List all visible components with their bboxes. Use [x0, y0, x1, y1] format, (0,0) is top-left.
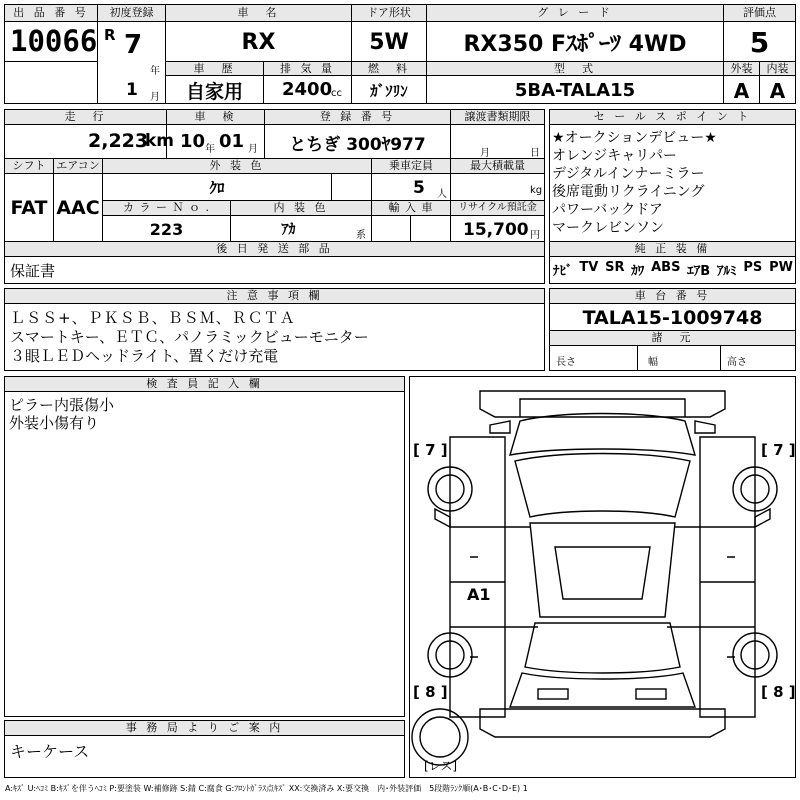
fuel: ｶﾞｿﾘﾝ [370, 82, 408, 100]
listing-number: 10066 [10, 24, 98, 58]
later-parts: 保証書 [10, 262, 56, 280]
interior-grade: A [769, 78, 786, 103]
door-label: ドア形状 [352, 5, 426, 22]
legend: A:ｷｽﾞ U:ﾍｺﾐ B:ｷｽﾞを伴うﾍｺﾐ P:要塗装 W:補修跡 S:錆 C:腐食 G:ﾌﾛﾝﾄｶﾞﾗｽ点ｷｽﾞ XX:交換済み X:要交換 内･外装評価 5段階ﾗﾝｸ順(A･B･C･D･E) 1 [5, 784, 528, 793]
color-no: 223 [149, 219, 184, 239]
notes-line-1: ＬＳＳ+、ＰＫＳＢ、ＢＳＭ、ＲＣＴＡ [10, 309, 296, 327]
notes-label: 注 意 事 項 欄 [5, 289, 544, 304]
aircon: AAC [56, 197, 100, 219]
listing-label: 出 品 番 号 [5, 5, 97, 22]
int-color-label: 内 装 色 [231, 201, 371, 216]
tire-rl-label: [ 8 ] [413, 683, 448, 701]
equip-abs: ABS [651, 260, 681, 275]
specs-label: 諸 元 [550, 331, 795, 346]
tire-fr-label: [ 7 ] [761, 441, 796, 459]
spec-length: 長さ [556, 357, 576, 368]
import-label: 輸 入 車 [372, 201, 450, 216]
mileage-label: 走 行 [5, 110, 166, 125]
car-outline [410, 377, 795, 777]
chassis-label: 車 台 番 号 [550, 289, 795, 304]
notes-line-2: スマートキー、ＥＴＣ、パノラミックビューモニター [10, 328, 369, 346]
shift: FAT [10, 197, 48, 219]
score-label: 評価点 [724, 5, 795, 22]
first-reg-month: 1 [126, 80, 138, 100]
displacement: 2400 [282, 79, 333, 100]
sales-points-label: セ ー ル ス ポ イ ン ト [550, 110, 795, 125]
first-reg-year: 7 [124, 30, 143, 60]
history: 自家用 [185, 81, 243, 103]
recycle: 15,700 [463, 220, 529, 240]
equip-sr: SR [605, 260, 625, 275]
later-parts-label: 後 日 発 送 部 品 [5, 242, 544, 257]
equip-pw: PW [769, 260, 793, 275]
inspection-month: 01 [219, 131, 245, 152]
damage-diagram [409, 376, 796, 778]
ext-color-label: 外 装 色 [103, 159, 371, 174]
tire-fl-label: [ 7 ] [413, 441, 448, 459]
model: 5BA-TALA15 [514, 80, 636, 101]
equip-ps: PS [743, 260, 763, 275]
equipment-list [553, 260, 793, 279]
displacement-label: 排 気 量 [264, 62, 351, 76]
history-label: 車 歴 [166, 62, 263, 76]
sales-point-5: パワーバックドア [552, 202, 663, 218]
sales-point-2: オレンジキャリパー [552, 148, 677, 164]
shift-label: シフト [5, 159, 53, 174]
grade: RX350 Fｽﾎﾟｰﾂ 4WD [463, 31, 687, 57]
first-reg-era: R [104, 26, 116, 44]
equip-airbag: ｴｱB [687, 264, 711, 279]
equipment-label: 純 正 装 備 [550, 242, 795, 257]
inspection-label: 車 検 [167, 110, 264, 125]
recycle-label: リサイクル預託金 [451, 201, 544, 216]
plate-label: 登 録 番 号 [265, 110, 450, 125]
sales-point-6: マークレビンソン [552, 220, 664, 236]
model-label: 型 式 [427, 62, 723, 76]
first-reg-label: 初度登録 [98, 5, 165, 22]
office-label: 事 務 局 よ り ご 案 内 [5, 721, 404, 736]
equip-leather: ｶﾜ [631, 264, 645, 279]
inspector-line-2: 外装小傷有り [9, 414, 100, 432]
damage-mark-a1: A1 [467, 585, 491, 604]
sales-point-4: 後席電動リクライニング [552, 184, 705, 200]
equip-alloy: ｱﾙﾐ [717, 264, 737, 279]
ext-color: ｸﾛ [209, 179, 225, 197]
int-color: ｱｶ [281, 222, 296, 238]
sales-point-1: ★オークションデビュー★ [552, 130, 717, 146]
notes-line-3: ３眼ＬＥＤヘッドライト、置くだけ充電 [10, 347, 279, 365]
inspector-label: 検 査 員 記 入 欄 [5, 377, 404, 392]
capacity-label: 乗車定員 [372, 159, 450, 174]
max-load-label: 最大積載量 [451, 159, 544, 174]
sales-point-3: デジタルインナーミラー [552, 166, 705, 182]
car-name-label: 車 名 [166, 5, 351, 22]
chassis-number: TALA15-1009748 [582, 306, 763, 329]
tire-rr-label: [ 8 ] [761, 683, 796, 701]
fuel-label: 燃 料 [352, 62, 426, 76]
plate: とちぎ 300ﾔ977 [289, 134, 426, 155]
spare-tire-label: [レス] [424, 759, 458, 773]
color-no-label: カ ラ ー Ｎ ｏ . [103, 201, 230, 216]
transfer-label: 譲渡書類期限 [451, 110, 544, 125]
inspection-year: 10 [180, 131, 206, 152]
office-note: キーケース [10, 742, 90, 761]
equip-tv: TV [579, 260, 599, 275]
grade-label: グ レ ー ド [427, 5, 723, 22]
score: 5 [749, 25, 770, 59]
aircon-label: エアコン [54, 159, 102, 174]
door-type: 5W [369, 29, 409, 55]
equip-navi: ﾅﾋﾞ [553, 264, 573, 279]
inspector-line-1: ピラー内張傷小 [9, 396, 115, 414]
mileage: 2,223 [88, 130, 149, 152]
spec-width: 幅 [648, 357, 658, 368]
spec-height: 高さ [727, 357, 747, 368]
exterior-label: 外装 [724, 62, 759, 76]
interior-label: 内装 [760, 62, 795, 76]
capacity: 5 [413, 178, 425, 198]
car-name: RX [241, 29, 276, 55]
exterior-grade: A [733, 78, 750, 103]
